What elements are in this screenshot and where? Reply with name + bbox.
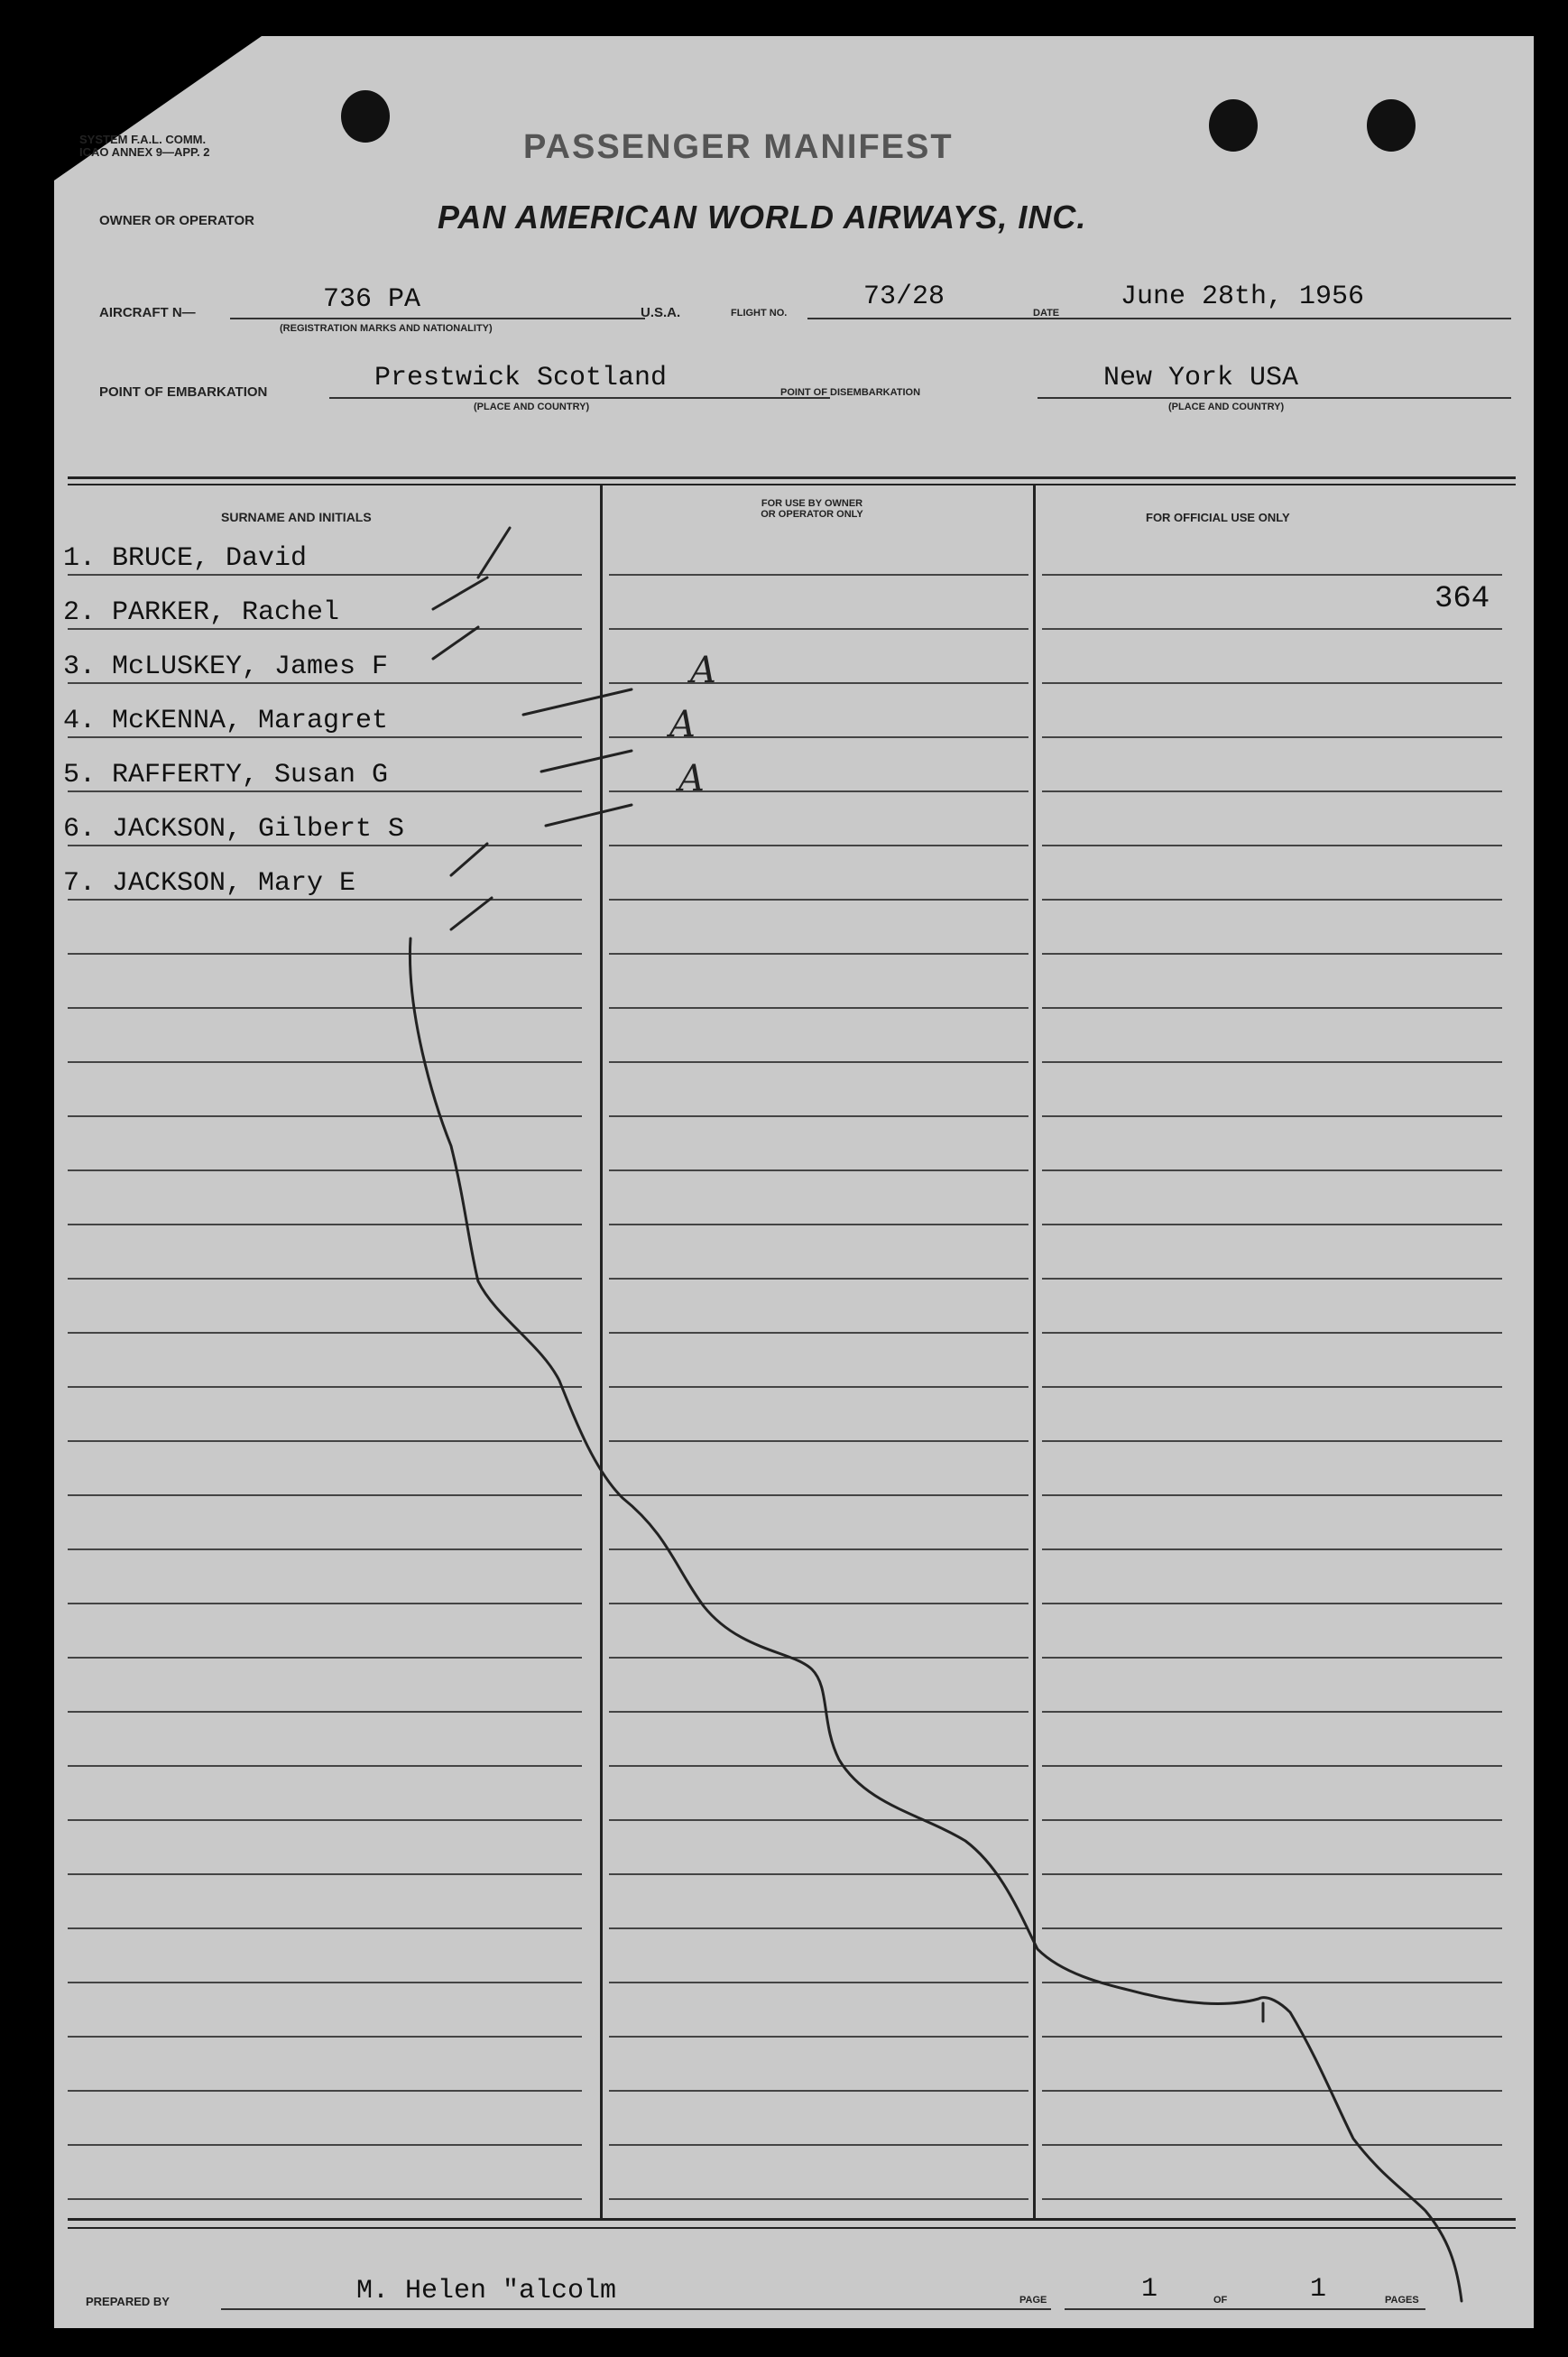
table-bottom-rule <box>68 2227 1516 2229</box>
col-surname-header: SURNAME AND INITIALS <box>221 510 372 524</box>
registration-note: (REGISTRATION MARKS AND NATIONALITY) <box>280 323 493 334</box>
dash-mark <box>546 805 632 826</box>
form-reference-line: ICAO ANNEX 9—APP. 2 <box>79 145 210 159</box>
dash-mark <box>541 751 632 772</box>
disembark-label: POINT OF DISEMBARKATION <box>780 387 921 398</box>
of-value: 1 <box>1310 2274 1327 2305</box>
col-operator-header-line: OR OPERATOR ONLY <box>761 509 863 520</box>
col-operator-header-line: FOR USE BY OWNER <box>761 498 863 509</box>
operator-mark: A <box>669 704 696 745</box>
disembark-value: New York USA <box>1103 363 1299 393</box>
margin-number: 364 <box>1434 582 1490 616</box>
airline-name: PAN AMERICAN WORLD AIRWAYS, INC. <box>438 199 1087 236</box>
flight-no-value: 73/28 <box>863 282 945 312</box>
check-mark <box>433 578 487 609</box>
of-label: OF <box>1213 2295 1228 2306</box>
handwriting-strokes <box>54 36 1534 2328</box>
col-official-header: FOR OFFICIAL USE ONLY <box>1146 511 1290 524</box>
page-label: PAGE <box>1019 2295 1047 2306</box>
diagonal-void-line <box>410 938 1462 2301</box>
prepared-value: M. Helen "alcolm <box>356 2276 617 2306</box>
disembark-note: (PLACE AND COUNTRY) <box>1168 402 1285 412</box>
usa-label: U.S.A. <box>641 305 681 320</box>
operator-mark: A <box>690 650 716 691</box>
passenger-row: 6. JACKSON, Gilbert S <box>63 814 405 845</box>
prepared-label: PREPARED BY <box>86 2295 170 2308</box>
manifest-paper <box>54 36 1534 2328</box>
form-reference-line: SYSTEM F.A.L. COMM. <box>79 133 207 146</box>
aircraft-label: AIRCRAFT N— <box>99 305 196 320</box>
dash-mark <box>523 689 632 715</box>
owner-label: OWNER OR OPERATOR <box>99 213 254 228</box>
embark-value: Prestwick Scotland <box>374 363 668 393</box>
embark-note: (PLACE AND COUNTRY) <box>474 402 590 412</box>
date-label: DATE <box>1033 308 1060 319</box>
embark-label: POINT OF EMBARKATION <box>99 384 268 400</box>
flight-no-label: FLIGHT NO. <box>731 308 788 319</box>
of-line <box>1245 2308 1425 2310</box>
page-line <box>1065 2308 1245 2310</box>
passenger-row: 7. JACKSON, Mary E <box>63 868 356 899</box>
passenger-row: 4. McKENNA, Maragret <box>63 706 389 736</box>
check-mark <box>433 627 478 659</box>
table-bottom-rule <box>68 2218 1516 2221</box>
prepared-line <box>221 2308 1051 2310</box>
check-mark <box>478 528 510 578</box>
operator-mark: A <box>678 758 705 800</box>
passenger-row: 3. McLUSKEY, James F <box>63 652 389 682</box>
passenger-row: 2. PARKER, Rachel <box>63 597 340 628</box>
check-mark <box>451 844 487 875</box>
page-title: PASSENGER MANIFEST <box>523 128 954 166</box>
passenger-row: 5. RAFFERTY, Susan G <box>63 760 389 790</box>
aircraft-value: 736 PA <box>323 284 421 315</box>
pages-label: PAGES <box>1385 2295 1419 2306</box>
check-mark <box>451 898 492 929</box>
passenger-row: 1. BRUCE, David <box>63 543 308 574</box>
page-value: 1 <box>1141 2274 1158 2305</box>
date-value: June 28th, 1956 <box>1121 282 1365 312</box>
